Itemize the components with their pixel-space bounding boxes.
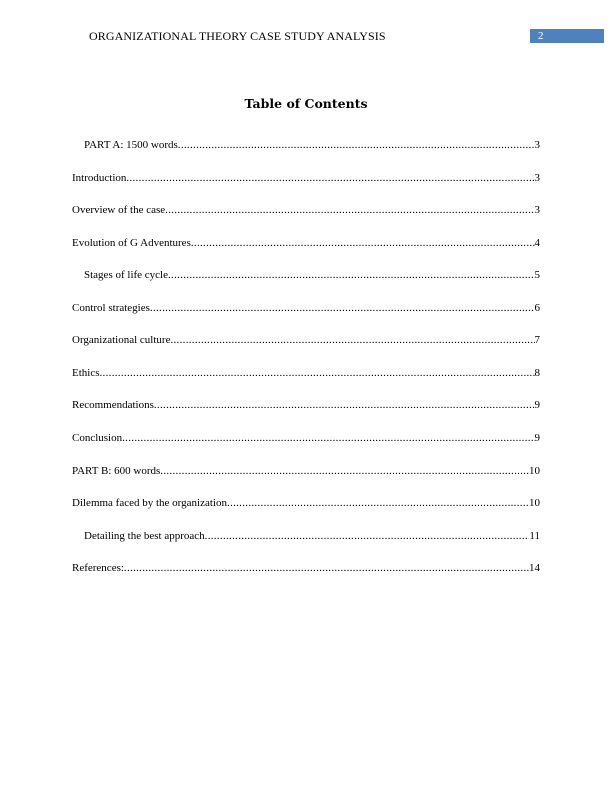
- toc-leader-dots: [154, 398, 535, 412]
- toc-leader-dots: [150, 301, 535, 315]
- toc-leader-dots: [168, 268, 535, 282]
- toc-entry[interactable]: [72, 366, 540, 380]
- toc-leader-dots: [124, 561, 529, 575]
- toc-entry[interactable]: [84, 529, 540, 543]
- toc-entry[interactable]: [72, 464, 540, 478]
- toc-entry-page: 5: [534, 269, 540, 282]
- toc-entry-label: Overview of the case: [72, 204, 166, 217]
- toc-leader-dots: [205, 529, 530, 543]
- toc-entry[interactable]: [72, 171, 540, 185]
- running-header-title: ORGANIZATIONAL THEORY CASE STUDY ANALYSIS: [89, 29, 386, 43]
- toc-leader-dots: [170, 333, 534, 347]
- toc-entry[interactable]: [72, 561, 540, 575]
- toc-entry-page: 6: [534, 301, 540, 314]
- toc-entry-label: Organizational culture: [72, 334, 171, 347]
- toc-entry-page: 4: [534, 236, 540, 249]
- toc-leader-dots: [178, 138, 535, 152]
- toc-entry-page: 11: [529, 529, 540, 542]
- toc-leader-dots: [160, 464, 529, 478]
- toc-entry-label: Conclusion: [72, 431, 123, 444]
- toc-entry-label: Ethics: [72, 366, 100, 379]
- toc-entry-page: 7: [534, 334, 540, 347]
- toc-leader-dots: [227, 496, 529, 510]
- toc-entry[interactable]: [72, 398, 540, 412]
- toc-entry-page: 3: [534, 204, 540, 217]
- toc-entry[interactable]: [72, 496, 540, 510]
- page-number-badge: 2: [530, 29, 604, 43]
- toc-heading: Table of Contents: [244, 96, 368, 111]
- toc-entry-label: Introduction: [72, 171, 127, 184]
- toc-entry-label: Control strategies: [72, 301, 150, 314]
- toc-entry-page: 3: [534, 139, 540, 151]
- toc-entry-label: Detailing the best approach: [84, 529, 205, 542]
- toc-entry[interactable]: [84, 268, 540, 282]
- toc-entry-page: 3: [534, 171, 540, 184]
- toc-entry-page: 9: [534, 399, 540, 412]
- toc-leader-dots: [122, 431, 534, 445]
- toc-entry[interactable]: [72, 431, 540, 445]
- toc-entry[interactable]: [72, 203, 540, 217]
- toc-entry-page: 10: [529, 464, 540, 477]
- toc-entry-label: PART B: 600 words: [72, 464, 161, 477]
- toc-entry-label: Evolution of G Adventures: [72, 236, 191, 249]
- toc-leader-dots: [100, 366, 535, 380]
- toc-entry-page: 8: [534, 366, 540, 379]
- toc-leader-dots: [191, 236, 535, 250]
- toc-leader-dots: [126, 171, 534, 185]
- toc-entry[interactable]: [72, 301, 540, 315]
- toc-entry-label: Recommendations: [72, 399, 154, 412]
- toc-entry[interactable]: [72, 333, 540, 347]
- toc-entry-label: Dilemma faced by the organization: [72, 497, 227, 510]
- toc-entry[interactable]: [72, 236, 540, 250]
- toc-leader-dots: [165, 203, 534, 217]
- toc-entry-page: 10: [529, 497, 540, 510]
- toc-entry-page: 14: [529, 562, 540, 575]
- toc-entry-label: PART A: 1500 words: [84, 139, 178, 151]
- toc-entry-label: References:: [72, 562, 124, 575]
- toc-entry-page: 9: [534, 431, 540, 444]
- toc-entry-label: Stages of life cycle: [84, 269, 168, 282]
- toc-entry[interactable]: [84, 138, 540, 152]
